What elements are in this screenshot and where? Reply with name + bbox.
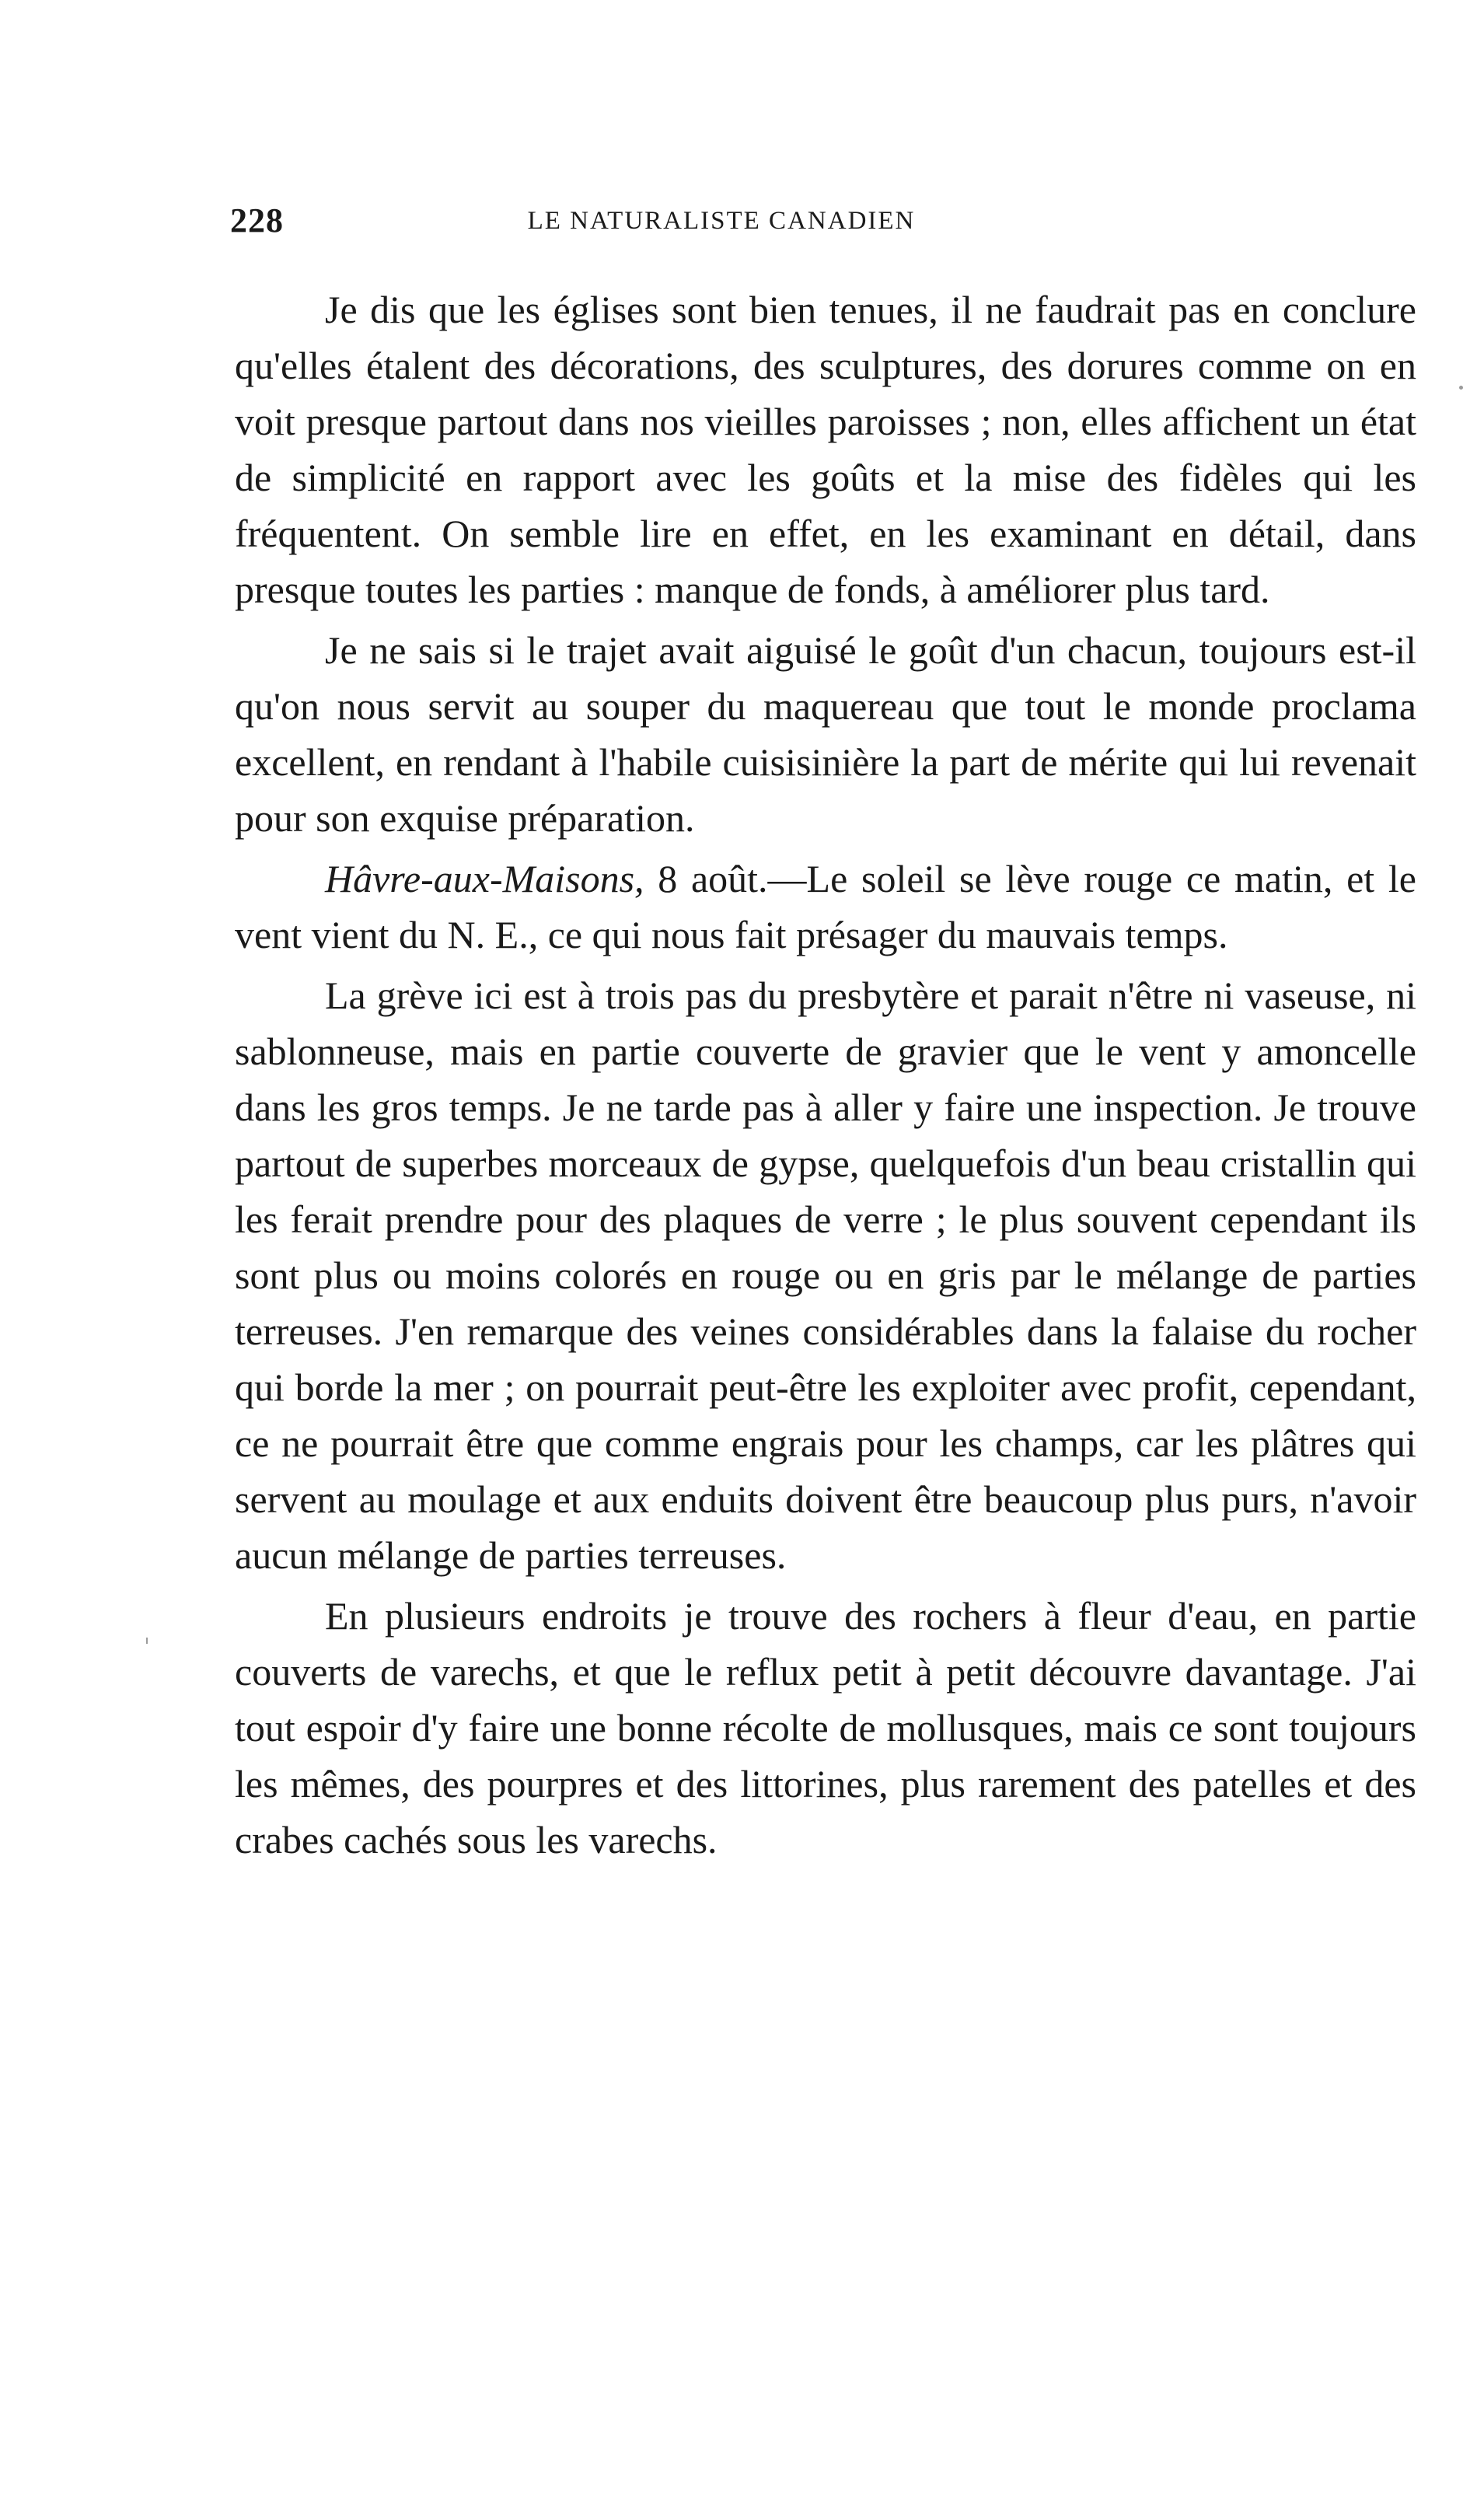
paragraph-weather-text: 8 août.—Le soleil se lève rouge ce matin, et le vent vient du N. E., ce qui nous fait présager du mauvais temps. [235,857,1416,956]
page-number: 228 [230,201,284,239]
margin-tick [146,1638,148,1644]
journal-title: LE NATURALISTE CANADIEN [527,207,916,235]
body-text [235,281,1416,1868]
margin-speck [1459,386,1463,390]
paragraph-churches: Je dis que les églises sont bien tenues, il ne faudrait pas en conclure qu'elles étalent des décorations, des sculptures, des dorures comme on en voit presque partout dans nos vieilles paroisses ; non, elles affichent un état de simplicité en rapport avec les goûts et la mise des fidèles qui les fréquentent. On semble lire en effet, en les examinant en détail, dans presque toutes les parties : manque de fonds, à améliorer plus tard. [235,288,1416,611]
paragraph-shore-gypsum: La grève ici est à trois pas du presbytère et parait n'être ni vaseuse, ni sablonneuse, mais en partie couverte de gravier que le vent y amoncelle dans les gros temps. Je ne tarde pas à aller y faire une inspection. Je trouve partout de superbes morceaux de gypse, quelquefois d'un beau cristallin qui les ferait prendre pour des plaques de verre ; le plus souvent cependant ils sont plus ou moins colorés en rouge ou en gris par le mélange de parties terreuses. J'en remarque des veines considérables dans la falaise du rocher qui borde la mer ; on pourrait peut-être les exploiter avec profit, cependant, ce ne pourrait être que comme engrais pour les champs, car les plâtres qui servent au moulage et aux enduits doivent être beaucoup plus purs, n'avoir aucun mélange de parties terreuses. [235,974,1416,1577]
running-head [230,201,1096,247]
paragraph-supper: Je ne sais si le trajet avait aiguisé le goût d'un chacun, toujours est-il qu'on nous servit au souper du maquereau que tout le monde proclama excellent, en rendant à l'habile cuisisinière la part de mérite qui lui revenait pour son exquise préparation. [235,628,1416,840]
paragraph-rocks-mollusks: En plusieurs endroits je trouve des rochers à fleur d'eau, en partie couverts de varechs, et que le reflux petit à petit découvre davantage. J'ai tout espoir d'y faire une bonne récolte de mollusques, mais ce sont toujours les mêmes, des pourpres et des littorines, plus rarement des patelles et des crabes cachés sous les varechs. [235,1594,1416,1862]
paragraph-havre-aux-maisons [235,851,1416,963]
place-heading: Hâvre-aux-Maisons, [325,857,644,900]
